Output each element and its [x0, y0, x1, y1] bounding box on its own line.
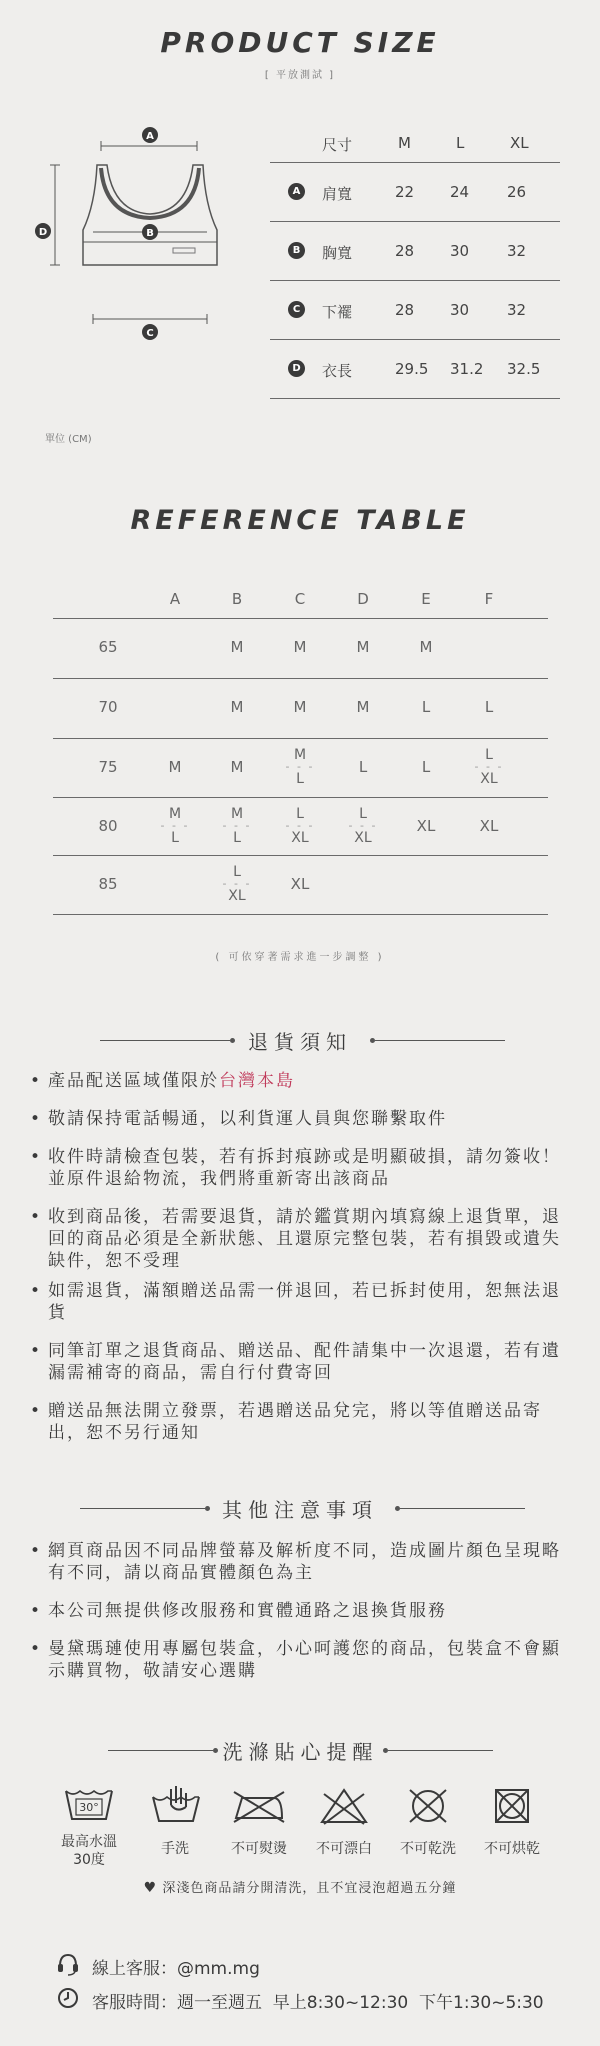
size-value: 32: [507, 301, 527, 319]
divider: [400, 1508, 525, 1509]
product-size-title: PRODUCT SIZE: [160, 26, 440, 59]
note-text: [48, 1280, 570, 1324]
size-row-name: 肩寬: [322, 185, 353, 203]
note-text-main: 收件時請檢查包裝，若有拆封痕跡或是明顯破損，請勿簽收！並原件退給物流，我們將重新寄出該商品: [48, 1147, 561, 1189]
care-title: 洗滌貼心提醒: [222, 1740, 379, 1764]
ref-cell: L - - - XL: [222, 864, 252, 904]
no-bleach-icon: [318, 1786, 370, 1826]
size-key-a: A: [288, 183, 305, 200]
ref-row-divider: [53, 618, 548, 619]
size-header-label: 尺寸: [322, 136, 353, 154]
ref-cell: M: [168, 758, 182, 776]
ref-row-divider: [53, 678, 548, 679]
bullet: •: [30, 1541, 43, 1561]
size-col-m: M: [398, 134, 411, 152]
ref-row-divider: [53, 738, 548, 739]
service-online: 線上客服：@mm.mg: [92, 1959, 260, 1979]
ref-cell: M - - - L: [160, 806, 190, 846]
ref-cell: M: [356, 698, 370, 716]
size-col-xl: XL: [510, 134, 529, 152]
size-col-l: L: [456, 134, 465, 152]
unit-label: 單位 (CM): [45, 434, 92, 445]
note-highlight: 台灣本島: [219, 1071, 295, 1091]
size-value: 22: [395, 183, 415, 201]
clock-icon: [56, 1986, 80, 2010]
ref-cell: M: [230, 638, 244, 656]
divider: [375, 1040, 505, 1041]
size-key-b: B: [288, 242, 305, 259]
bullet: •: [30, 1281, 43, 1301]
note-text: [48, 1146, 570, 1190]
note-item: [30, 1600, 570, 1622]
size-value: 28: [395, 301, 415, 319]
divider: [80, 1508, 205, 1509]
svg-text:30°: 30°: [79, 1801, 99, 1814]
size-value: 30: [450, 301, 470, 319]
note-text: [48, 1400, 570, 1444]
care-tip: [0, 1877, 600, 1896]
note-item: [30, 1070, 570, 1092]
divider: [388, 1750, 493, 1751]
bullet: •: [30, 1401, 43, 1421]
size-value: 32.5: [507, 360, 541, 378]
care-label-no-iron: 不可熨燙: [231, 1841, 287, 1857]
care-label-wash-30: 最高水溫 30度: [61, 1834, 117, 1868]
ref-band-size: 85: [98, 875, 118, 893]
ref-col-header: A: [169, 590, 181, 608]
hand-wash-icon: [149, 1783, 203, 1825]
bullet: •: [30, 1147, 43, 1167]
bullet: •: [30, 1639, 43, 1659]
divider: [100, 1040, 230, 1041]
ref-cell: L - - - XL: [285, 806, 315, 846]
note-text: [48, 1206, 570, 1272]
reference-table-title: REFERENCE TABLE: [130, 505, 470, 536]
svg-text:B: B: [146, 228, 154, 239]
ref-col-header: E: [421, 590, 431, 608]
no-iron-icon: [230, 1788, 288, 1824]
ref-cell: XL: [416, 817, 436, 835]
note-text-main: 敬請保持電話暢通，以利貨運人員與您聯繫取件: [48, 1109, 447, 1129]
note-item: [30, 1280, 570, 1324]
size-value: 26: [507, 183, 527, 201]
note-item: [30, 1540, 570, 1584]
note-text-main: 同筆訂單之退貨商品、贈送品、配件請集中一次退還，若有遺漏需補寄的商品，需自行付費寄回: [48, 1341, 561, 1383]
ref-row-divider: [53, 855, 548, 856]
ref-cell: XL: [479, 817, 499, 835]
ref-cell: M: [356, 638, 370, 656]
heart-icon: ♥: [143, 1880, 158, 1896]
divider: [108, 1750, 213, 1751]
care-label-no-bleach: 不可漂白: [316, 1841, 372, 1857]
size-value: 30: [450, 242, 470, 260]
ref-cell: M: [293, 638, 307, 656]
note-item: [30, 1206, 570, 1272]
size-value: 28: [395, 242, 415, 260]
headset-icon: [56, 1952, 80, 1976]
ref-cell: M - - - L: [285, 747, 315, 787]
size-row-name: 胸寬: [322, 244, 353, 262]
ref-col-header: C: [294, 590, 306, 608]
note-text-main: 如需退貨，滿額贈送品需一併退回，若已拆封使用，恕無法退貨: [48, 1281, 561, 1323]
divider-dot: [370, 1038, 375, 1043]
ref-cell: M: [419, 638, 433, 656]
note-text-main: 收到商品後，若需要退貨，請於鑑賞期內填寫線上退貨單，退回的商品必須是全新狀態、且還原完整包裝，若有損毀或遺失缺件，恕不受理: [48, 1207, 561, 1271]
ref-row-divider: [53, 797, 548, 798]
note-text-main: 贈送品無法開立發票，若遇贈送品兌完，將以等值贈送品寄出，恕不另行通知: [48, 1401, 542, 1443]
care-label-hand-wash: 手洗: [161, 1841, 189, 1857]
note-item: [30, 1340, 570, 1384]
bullet: •: [30, 1341, 43, 1361]
ref-row-divider: [53, 914, 548, 915]
note-text: [48, 1340, 570, 1384]
ref-cell: M: [230, 758, 244, 776]
ref-cell: XL: [290, 875, 310, 893]
note-text: 曼黛瑪璉使用專屬包裝盒，小心呵護您的商品，包裝盒不會顯示購買物，敬請安心選購: [48, 1639, 561, 1681]
ref-band-size: 75: [98, 758, 118, 776]
note-item: [30, 1638, 570, 1682]
size-value: 29.5: [395, 360, 429, 378]
ref-col-header: D: [357, 590, 369, 608]
reference-table: [0, 0, 600, 960]
ref-cell: M: [230, 698, 244, 716]
ref-band-size: 80: [98, 817, 118, 835]
size-value: 31.2: [450, 360, 484, 378]
size-row-name: 下襬: [322, 303, 353, 321]
svg-text:C: C: [146, 328, 154, 339]
ref-cell: M: [293, 698, 307, 716]
note-text: 本公司無提供修改服務和實體通路之退換貨服務: [48, 1601, 447, 1621]
bullet: •: [30, 1207, 43, 1227]
bullet: •: [30, 1071, 43, 1091]
size-row-name: 衣長: [322, 362, 353, 380]
note-text-main: 產品配送區域僅限於: [48, 1071, 219, 1091]
care-label-no-dry-clean: 不可乾洗: [400, 1841, 456, 1857]
wash-30-icon: [62, 1785, 116, 1825]
note-item: [30, 1146, 570, 1190]
note-item: [30, 1400, 570, 1444]
service-hours: 客服時間：週一至週五 早上8:30~12:30 下午1:30~5:30: [92, 1993, 544, 2013]
size-value: 24: [450, 183, 470, 201]
ref-cell: L - - - XL: [348, 806, 378, 846]
care-tip-text: 深淺色商品請分開清洗，且不宜浸泡超過五分鐘: [162, 1881, 457, 1896]
size-key-d: D: [288, 360, 305, 377]
ref-cell: L: [421, 758, 431, 776]
care-label-no-tumble-dry: 不可烘乾: [484, 1841, 540, 1857]
size-key-c: C: [288, 301, 305, 318]
divider-dot: [395, 1506, 400, 1511]
note-text: [48, 1108, 570, 1130]
ref-band-size: 70: [98, 698, 118, 716]
ref-cell: L: [358, 758, 368, 776]
bullet: •: [30, 1109, 43, 1129]
note-text: [48, 1070, 570, 1092]
ref-cell: L: [484, 698, 494, 716]
note-item: [30, 1108, 570, 1130]
size-value: 32: [507, 242, 527, 260]
ref-col-header: B: [231, 590, 243, 608]
no-dry-clean-icon: [406, 1786, 450, 1826]
no-tumble-dry-icon: [492, 1786, 532, 1826]
reference-note: ( 可依穿著需求進一步調整 ): [215, 952, 385, 963]
ref-cell: M - - - L: [222, 806, 252, 846]
svg-text:A: A: [146, 131, 154, 142]
other-title: 其他注意事項: [222, 1498, 378, 1522]
product-size-subtitle: [ 平放測試 ]: [264, 70, 336, 81]
returns-title: 退貨須知: [248, 1030, 352, 1054]
ref-band-size: 65: [98, 638, 118, 656]
svg-text:D: D: [38, 227, 48, 238]
ref-col-header: F: [484, 590, 494, 608]
note-text: 網頁商品因不同品牌螢幕及解析度不同，造成圖片顏色呈現略有不同，請以商品實體顏色為主: [48, 1541, 561, 1583]
bullet: •: [30, 1601, 43, 1621]
ref-cell: L - - - XL: [474, 747, 504, 787]
ref-cell: L: [421, 698, 431, 716]
